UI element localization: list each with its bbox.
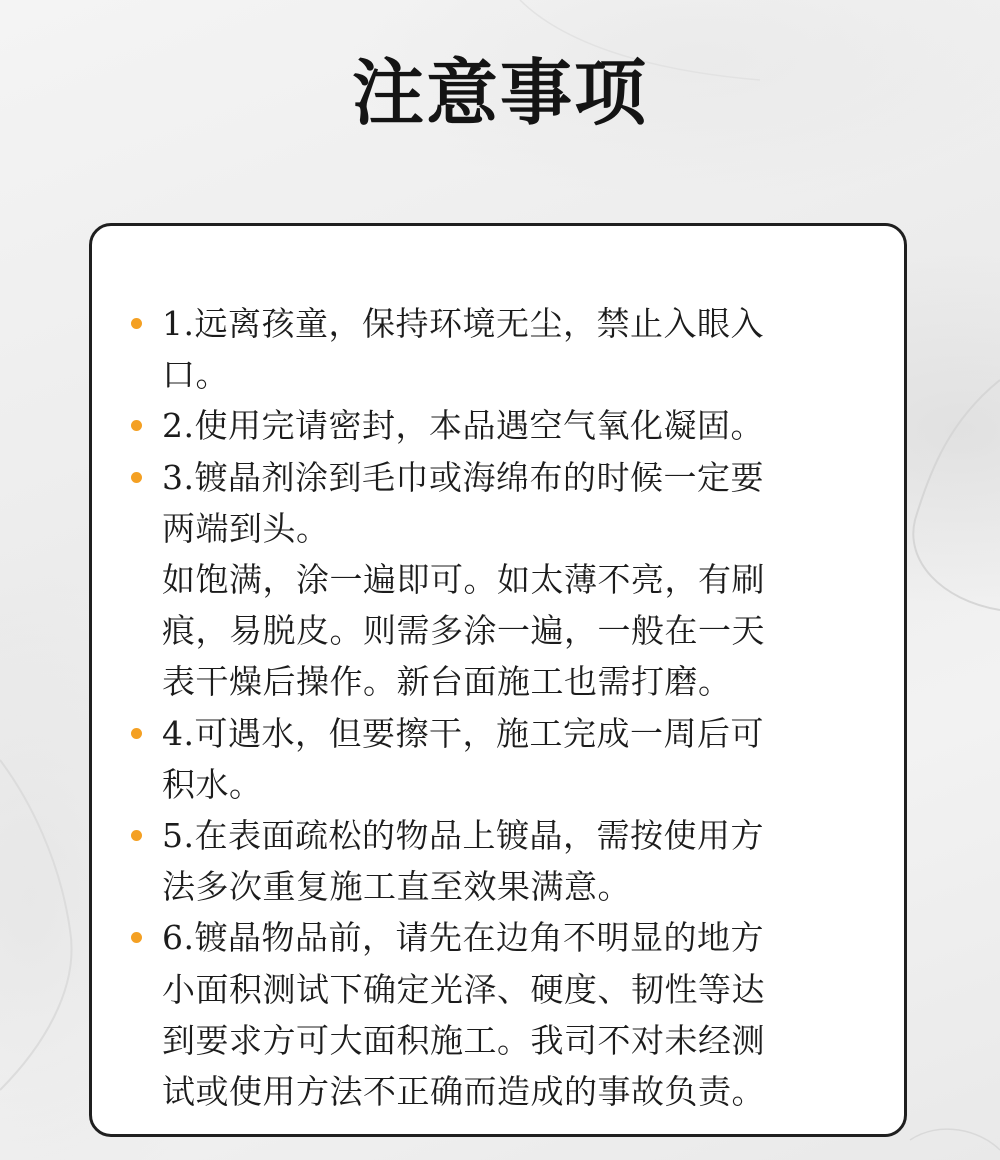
- bullet-dot-icon: [131, 420, 142, 431]
- notice-text-line: 表干燥后操作。新台面施工也需打磨。: [162, 662, 732, 702]
- notice-item-4: [122, 708, 852, 810]
- bullet-dot-icon: [131, 830, 142, 841]
- notice-text-line: 5.在表面疏松的物品上镀晶，需按使用方: [162, 816, 764, 856]
- notice-item-2: [122, 400, 852, 451]
- notice-text-line: 试或使用方法不正确而造成的事故负责。: [162, 1072, 765, 1112]
- notice-text-line: 到要求方可大面积施工。我司不对未经测: [162, 1020, 765, 1060]
- notice-text-line: 两端到头。: [162, 508, 330, 548]
- notice-text-line: 3.镀晶剂涂到毛巾或海绵布的时候一定要: [162, 457, 764, 497]
- notice-text-line: 法多次重复施工直至效果满意。: [162, 867, 631, 907]
- page-title: 注意事项: [351, 50, 648, 135]
- notice-text-line: 1.远离孩童，保持环境无尘，禁止入眼入: [162, 304, 764, 343]
- notice-item-6: [122, 912, 852, 1117]
- bullet-dot-icon: [131, 932, 142, 943]
- notice-text-line: 积水。: [162, 764, 263, 804]
- notice-text-line: 2.使用完请密封，本品遇空气氧化凝固。: [162, 406, 764, 446]
- notice-text-line: 6.镀晶物品前，请先在边角不明显的地方: [162, 918, 764, 958]
- bullet-dot-icon: [131, 318, 142, 329]
- notice-text-line: 小面积测试下确定光泽、硬度、韧性等达: [162, 969, 765, 1009]
- notice-card: [89, 223, 907, 1137]
- notice-text-line: 如饱满，涂一遍即可。如太薄不亮，有刷: [162, 560, 765, 600]
- notice-text-line: 口。: [162, 355, 229, 395]
- bullet-dot-icon: [131, 728, 142, 739]
- bullet-dot-icon: [131, 472, 142, 483]
- notice-item-1: [122, 298, 852, 400]
- notice-item-5: [122, 810, 852, 912]
- notice-item-3: [122, 452, 852, 708]
- notice-text-line: 痕，易脱皮。则需多涂一遍，一般在一天: [162, 611, 765, 651]
- notice-text-line: 4.可遇水，但要擦干，施工完成一周后可: [162, 713, 764, 753]
- notice-list: [122, 298, 852, 1117]
